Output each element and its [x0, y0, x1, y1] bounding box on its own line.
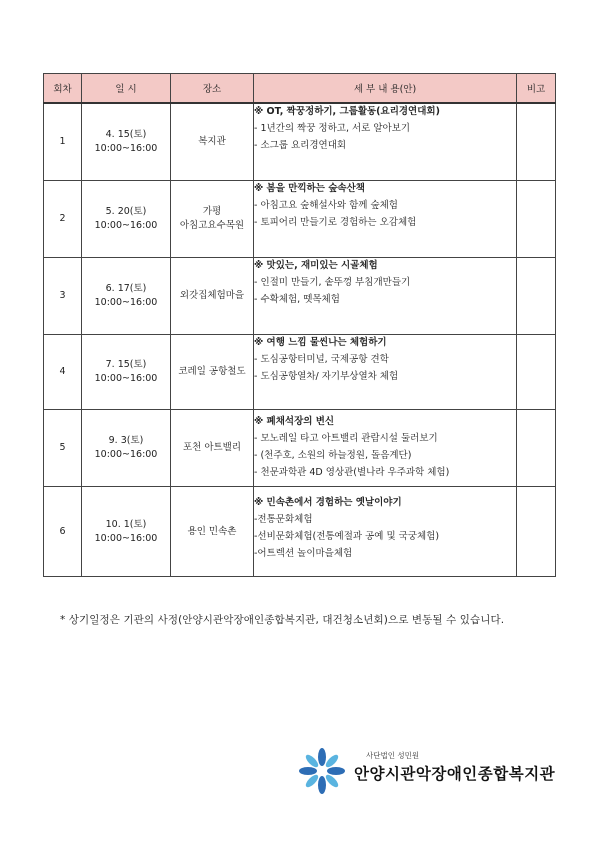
- detail-line: -어트렉션 놀이마을체험: [254, 548, 353, 559]
- row-detail: [254, 410, 517, 487]
- org-subtitle: 사단법인 성민원: [366, 751, 420, 760]
- detail-line: - (천주호, 소원의 하늘정원, 돌음계단): [254, 450, 412, 461]
- date-text: 9. 3(토): [108, 435, 144, 446]
- time-text: 10:00~16:00: [94, 297, 158, 308]
- row-place: 포천 아트밸리: [171, 410, 254, 487]
- row-note: [517, 335, 556, 410]
- table-row: [44, 335, 556, 410]
- date-text: 7. 15(토): [105, 359, 147, 370]
- detail-line: - 모노레일 타고 아트밸리 관람시설 둘러보기: [254, 433, 438, 444]
- row-no: 2: [44, 181, 82, 258]
- detail-title: ※ 폐채석장의 변신: [254, 416, 335, 427]
- detail-line: - 1년간의 짝꿍 정하고, 서로 알아보기: [254, 122, 411, 134]
- time-text: 10:00~16:00: [94, 220, 158, 231]
- row-no: 1: [44, 103, 82, 181]
- row-note: [517, 103, 556, 181]
- detail-title: ※ 민속촌에서 경험하는 옛날이야기: [254, 497, 402, 508]
- row-date: [82, 487, 171, 577]
- date-text: 5. 20(토): [105, 206, 147, 217]
- date-text: 6. 17(토): [105, 283, 147, 294]
- detail-title: ※ 맛있는, 재미있는 시골체험: [254, 260, 378, 271]
- header-place: 장소: [171, 74, 254, 103]
- detail-line: - 천문과학관 4D 영상관(별나라 우주과학 체험): [254, 467, 450, 478]
- row-detail: [254, 335, 517, 410]
- row-detail: [254, 258, 517, 335]
- detail-line: - 토피어리 만들기로 경험하는 오감체험: [254, 217, 417, 228]
- detail-line: -선비문화체험(전통예절과 공예 및 국궁체험): [254, 531, 440, 542]
- row-place: 코레일 공항철도: [171, 335, 254, 410]
- table-row: [44, 181, 556, 258]
- header-no: 회차: [44, 74, 82, 103]
- row-no: 3: [44, 258, 82, 335]
- table-row: [44, 410, 556, 487]
- date-text: 4. 15(토): [105, 128, 147, 140]
- row-detail: [254, 103, 517, 181]
- org-name: 안양시관악장애인종합복지관: [354, 765, 556, 783]
- detail-line: - 도심공항터미널, 국제공항 견학: [254, 354, 389, 365]
- table-row: [44, 258, 556, 335]
- footnote: * 상기일정은 기관의 사정(안양시관악장애인종합복지관, 대건청소년회)으로 변동될 수 있습니다.: [60, 614, 505, 626]
- row-no: 4: [44, 335, 82, 410]
- header-detail: 세 부 내 용(안): [254, 74, 517, 103]
- schedule-table: [43, 73, 556, 577]
- row-date: [82, 335, 171, 410]
- detail-line: - 소그룹 요리경연대회: [254, 139, 347, 151]
- row-note: [517, 410, 556, 487]
- row-note: [517, 487, 556, 577]
- time-text: 10:00~16:00: [94, 532, 158, 544]
- table-row: [44, 487, 556, 577]
- row-detail: [254, 181, 517, 258]
- detail-line: - 수확체험, 뗏목체험: [254, 294, 340, 305]
- time-text: 10:00~16:00: [94, 373, 158, 384]
- row-no: 6: [44, 487, 82, 577]
- table-header-row: [44, 74, 556, 103]
- row-note: [517, 258, 556, 335]
- detail-line: - 인절미 만들기, 솥뚜껑 부침개만들기: [254, 277, 411, 288]
- row-place: 외갓집체험마을: [171, 258, 254, 335]
- detail-line: - 아침고요 숲해설사와 함께 숲체험: [254, 200, 398, 211]
- row-place: 가평 아침고요수목원: [171, 181, 254, 258]
- row-no: 5: [44, 410, 82, 487]
- detail-title: ※ 봄을 만끽하는 숲속산책: [254, 183, 365, 194]
- header-date: 일 시: [82, 74, 171, 103]
- table-row: [44, 103, 556, 181]
- row-date: [82, 103, 171, 181]
- detail-title: ※ 여행 느낌 물씬나는 체험하기: [254, 337, 387, 348]
- detail-line: -전통문화체험: [254, 514, 313, 525]
- row-place: 용인 민속촌: [171, 487, 254, 577]
- detail-line: - 도심공항열차/ 자기부상열차 체험: [254, 371, 399, 382]
- row-date: [82, 410, 171, 487]
- row-date: [82, 258, 171, 335]
- row-detail: [254, 487, 517, 577]
- row-note: [517, 181, 556, 258]
- row-place: 복지관: [171, 103, 254, 181]
- date-text: 10. 1(토): [105, 518, 147, 530]
- organization-logo-icon: [298, 747, 346, 795]
- header-note: 비고: [517, 74, 556, 103]
- time-text: 10:00~16:00: [94, 142, 158, 154]
- row-date: [82, 181, 171, 258]
- time-text: 10:00~16:00: [94, 449, 158, 460]
- detail-title: ※ OT, 짝꿍정하기, 그룹활동(요리경연대회): [254, 105, 440, 117]
